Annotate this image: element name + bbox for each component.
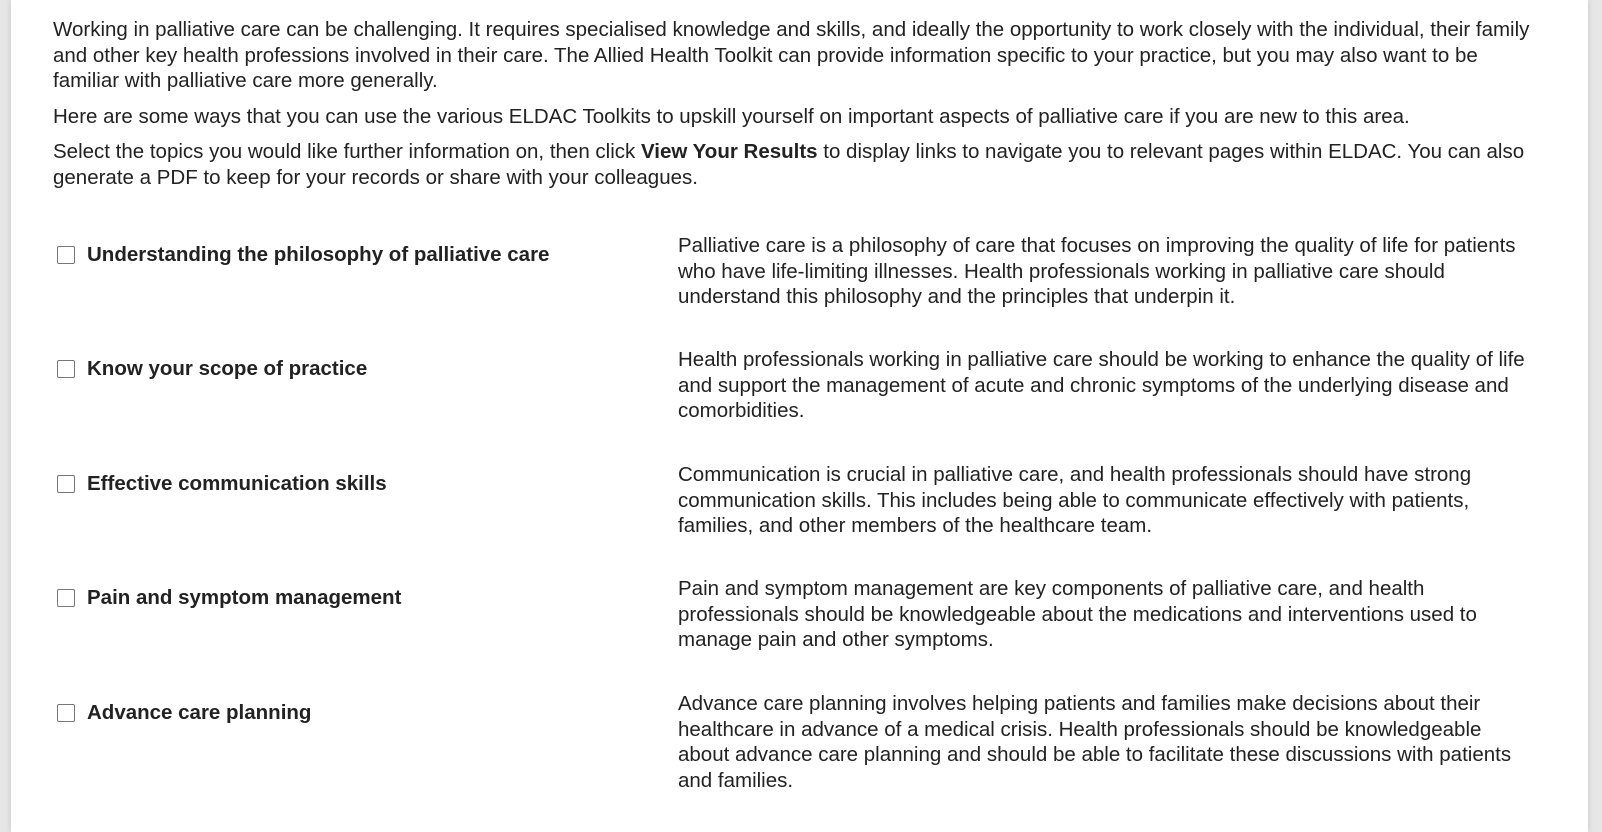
intro bbox=[53, 17, 1533, 200]
topic-description: Advance care planning involves helping patients and families make decisions about their healthcare in advance of a medical crisis. Health professionals should be knowledgeable about advance care planning and should be able to facilitate these discussions with patients and families. bbox=[678, 692, 1512, 792]
checkbox-icon[interactable] bbox=[57, 246, 75, 264]
topic-label: Know your scope of practice bbox=[87, 357, 368, 380]
intro-paragraph-2: Here are some ways that you can use the various ELDAC Toolkits to upskill yourself on important aspects of palliative care if you are new to this area. bbox=[53, 104, 1410, 128]
checkbox-icon[interactable] bbox=[57, 704, 75, 722]
topic-label: Effective communication skills bbox=[87, 472, 387, 495]
topic-label: Pain and symptom management bbox=[87, 586, 402, 609]
intro-paragraph-1: Working in palliative care can be challenging. It requires specialised knowledge and skills, and ideally the opportunity to work closely with the individual, their family and other key health professions involved in their care. The Allied Health Toolkit can provide information specific to your practice, but you may also want to be familiar with palliative care more generally. bbox=[53, 18, 1530, 92]
topic-description: Palliative care is a philosophy of care that focuses on improving the quality of life for patients who have life-limiting illnesses. Health professionals working in palliative care should understand this philosophy and the principles that underpin it. bbox=[678, 234, 1516, 308]
topic-description: Communication is crucial in palliative care, and health professionals should have strong communication skills. This includes being able to communicate effectively with patients, families, and other members of the healthcare team. bbox=[678, 463, 1472, 537]
checkbox-icon[interactable] bbox=[57, 360, 75, 378]
topic-checkbox-scope[interactable] bbox=[57, 357, 367, 381]
topic-label: Understanding the philosophy of palliative care bbox=[87, 243, 550, 266]
topic-checkbox-pain[interactable] bbox=[57, 586, 401, 610]
topic-label: Advance care planning bbox=[87, 701, 312, 724]
intro-paragraph-3 bbox=[53, 139, 1533, 190]
topic-checkbox-advance-care[interactable] bbox=[57, 701, 311, 725]
topic-checkbox-philosophy[interactable] bbox=[57, 243, 549, 267]
view-results-mention: View Your Results bbox=[640, 140, 818, 163]
intro-text: Select the topics you would like further information on, then click bbox=[53, 140, 641, 163]
checkbox-icon[interactable] bbox=[57, 475, 75, 493]
intro-text: to display links to navigate you to relevant pages within ELDAC. You can also generate a PDF to keep for your records or share with your colleagues. bbox=[53, 140, 1525, 189]
topic-description: Health professionals working in palliative care should be working to enhance the quality of life and support the management of acute and chronic symptoms of the underlying disease and comorbidities. bbox=[678, 348, 1525, 422]
topic-checkbox-communication[interactable] bbox=[57, 472, 387, 496]
topic-description: Pain and symptom management are key components of palliative care, and health professionals should be knowledgeable about the medications and interventions used to manage pain and other symptoms. bbox=[678, 577, 1477, 651]
content-panel bbox=[11, 0, 1588, 832]
checkbox-icon[interactable] bbox=[57, 589, 75, 607]
